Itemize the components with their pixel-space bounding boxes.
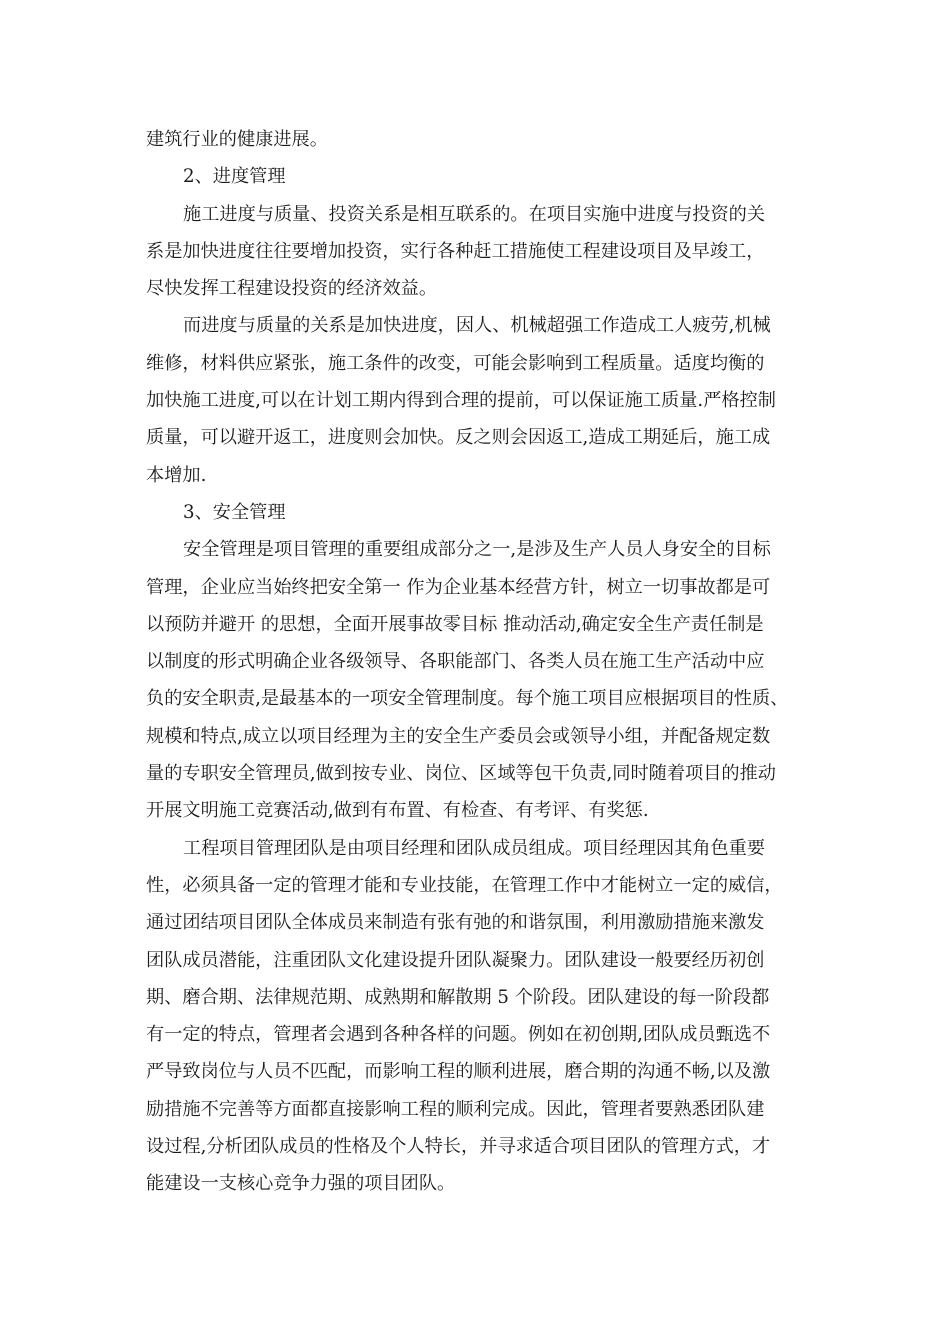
- text-line: 施工进度与质量、投资关系是相互联系的。在项目实施中进度与投资的关: [183, 203, 766, 225]
- text-line: 管理，企业应当始终把安全第一 作为企业基本经营方针，树立一切事故都是可: [146, 576, 771, 598]
- text-line: 期、磨合期、法律规范期、成熟期和解散期 5 个阶段。团队建设的每一阶段都: [146, 986, 770, 1008]
- document-page: [146, 121, 806, 1203]
- text-line: 以预防并避开 的思想，全面开展事故零目标 推动活动,确定安全生产责任制是: [146, 613, 764, 635]
- text-line: 工程项目管理团队是由项目经理和团队成员组成。项目经理因其角色重要: [183, 837, 766, 859]
- text-line: 性，必须具备一定的管理才能和专业技能，在管理工作中才能树立一定的威信，: [146, 874, 783, 896]
- para-schedule-quality-relation: [146, 307, 806, 493]
- heading-safety-management: [146, 494, 806, 531]
- para-safety-management: [146, 531, 806, 829]
- text-line: 本增加.: [146, 464, 207, 486]
- para-continued-intro: [146, 121, 806, 158]
- text-line: 能建设一支核心竞争力强的项目团队。: [146, 1173, 456, 1195]
- heading-schedule-management: [146, 158, 806, 195]
- text-line: 加快施工进度,可以在计划工期内得到合理的提前，可以保证施工质量.严格控制: [146, 390, 776, 412]
- text-line: 质量，可以避开返工，进度则会加快。反之则会因返工,造成工期延后，施工成: [146, 427, 771, 449]
- text-line: 尽快发挥工程建设投资的经济效益。: [146, 278, 438, 300]
- text-line: 规模和特点,成立以项目经理为主的安全生产委员会或领导小组，并配备规定数: [146, 725, 771, 747]
- text-line: 通过团结项目团队全体成员来制造有张有弛的和谐氛围，利用激励措施来激发: [146, 912, 765, 934]
- text-line: 系是加快进度往往要增加投资，实行各种赶工措施使工程建设项目及早竣工，: [146, 240, 765, 262]
- document-body: [146, 121, 806, 1203]
- text-line: 2、进度管理: [183, 166, 286, 188]
- text-line: 设过程,分析团队成员的性格及个人特长，并寻求适合项目团队的管理方式，才: [146, 1136, 771, 1158]
- para-schedule-quality-investment: [146, 196, 806, 308]
- text-line: 励措施不完善等方面都直接影响工程的顺利完成。因此，管理者要熟悉团队建: [146, 1098, 765, 1120]
- text-line: 以制度的形式明确企业各级领导、各职能部门、各类人员在施工生产活动中应: [146, 651, 765, 673]
- text-line: 维修，材料供应紧张，施工条件的改变，可能会影响到工程质量。适度均衡的: [146, 352, 765, 374]
- para-project-team: [146, 830, 806, 1203]
- text-line: 有一定的特点，管理者会遇到各种各样的问题。例如在初创期,团队成员甄选不: [146, 1024, 771, 1046]
- text-line: 3、安全管理: [183, 501, 286, 523]
- text-line: 而进度与质量的关系是加快进度，因人、机械超强工作造成工人疲劳,机械: [183, 315, 771, 337]
- text-line: 开展文明施工竞赛活动,做到有布置、有检查、有考评、有奖惩.: [146, 800, 649, 822]
- text-line: 负的安全职责,是最基本的一项安全管理制度。每个施工项目应根据项目的性质、: [146, 688, 789, 710]
- text-line: 安全管理是项目管理的重要组成部分之一,是涉及生产人员人身安全的目标: [183, 539, 771, 561]
- text-line: 严导致岗位与人员不匹配，而影响工程的顺利进展，磨合期的沟通不畅,以及激: [146, 1061, 771, 1083]
- text-line: 量的专职安全管理员,做到按专业、岗位、区域等包干负责,同时随着项目的推动: [146, 763, 776, 785]
- text-line: 建筑行业的健康进展。: [146, 129, 328, 150]
- text-line: 团队成员潜能，注重团队文化建设提升团队凝聚力。团队建设一般要经历初创: [146, 949, 765, 971]
